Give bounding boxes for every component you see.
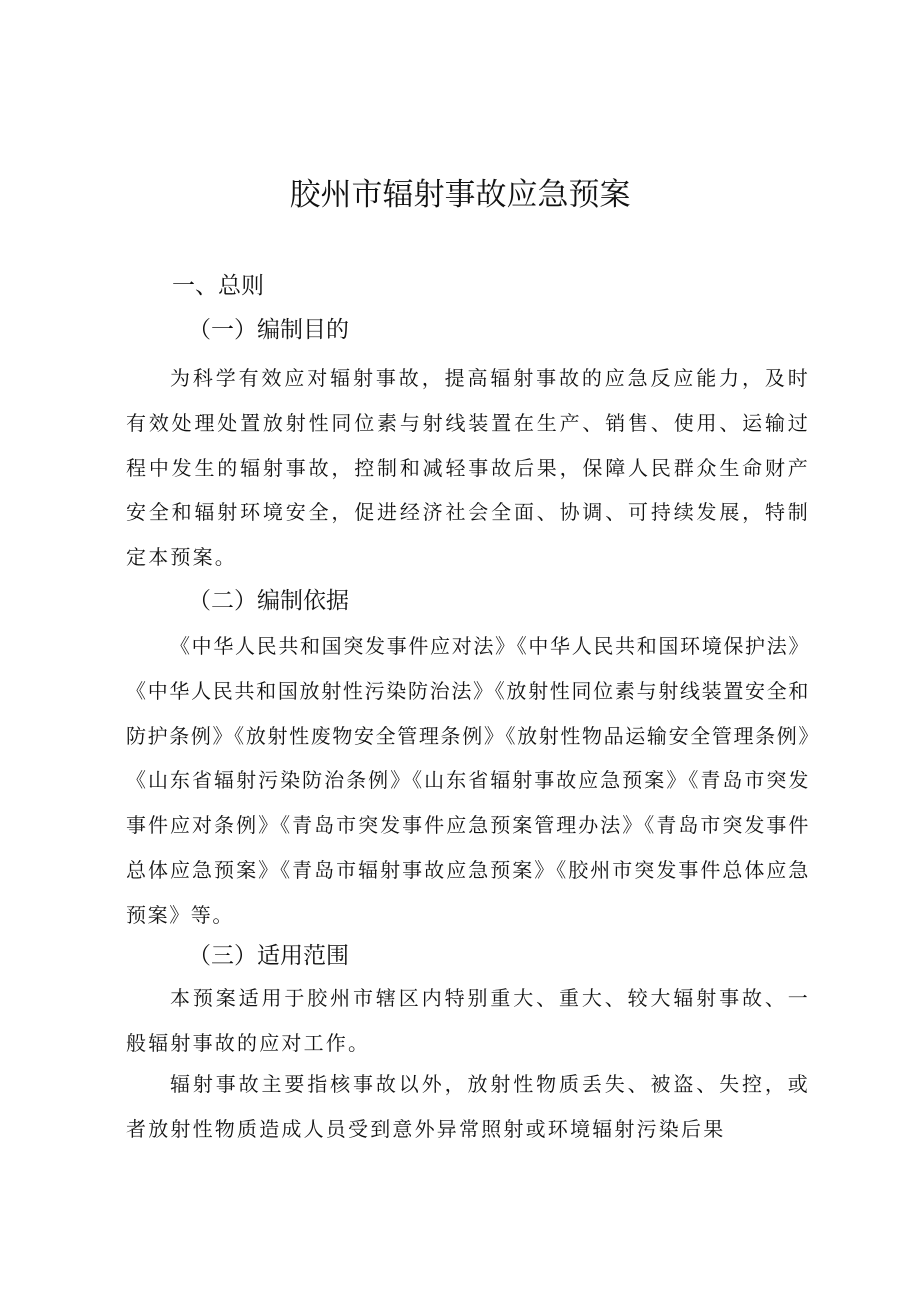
document-title: 胶州市辐射事故应急预案 xyxy=(289,177,631,213)
subsection-heading-basis: （二）编制依据 xyxy=(188,588,349,614)
section-heading-general: 一、总则 xyxy=(172,273,264,299)
paragraph-scope-definition: 辐射事故主要指核事故以外，放射性物质丢失、被盗、失控，或者放射性物质造成人员受到意外异常照射或环境辐射污染后果 xyxy=(126,1072,810,1141)
paragraph-purpose: 为科学有效应对辐射事故，提高辐射事故的应急反应能力，及时有效处理处置放射性同位素与射线装置在生产、销售、使用、运输过程中发生的辐射事故，控制和减轻事故后果，保障人民群众生命财产安全和辐射环境安全，促进经济社会全面、协调、可持续发展，特制定本预案。 xyxy=(126,366,810,570)
subsection-heading-purpose: （一）编制目的 xyxy=(188,317,349,343)
subsection-heading-scope: （三）适用范围 xyxy=(188,943,349,969)
paragraph-basis: 《中华人民共和国突发事件应对法》《中华人民共和国环境保护法》《中华人民共和国放射性污染防治法》《放射性同位素与射线装置安全和防护条例》《放射性废物安全管理条例》《放射性物品运输安全管理条例》《山东省辐射污染防治条例》《山东省辐射事故应急预案》《青岛市突发事件应对条例》《青岛市突发事件应急预案管理办法》《青岛市突发事件总体应急预案》《青岛市辐射事故应急预案》《胶州市突发事件总体应急预案》等。 xyxy=(126,634,810,927)
paragraph-scope: 本预案适用于胶州市辖区内特别重大、重大、较大辐射事故、一般辐射事故的应对工作。 xyxy=(126,986,810,1055)
